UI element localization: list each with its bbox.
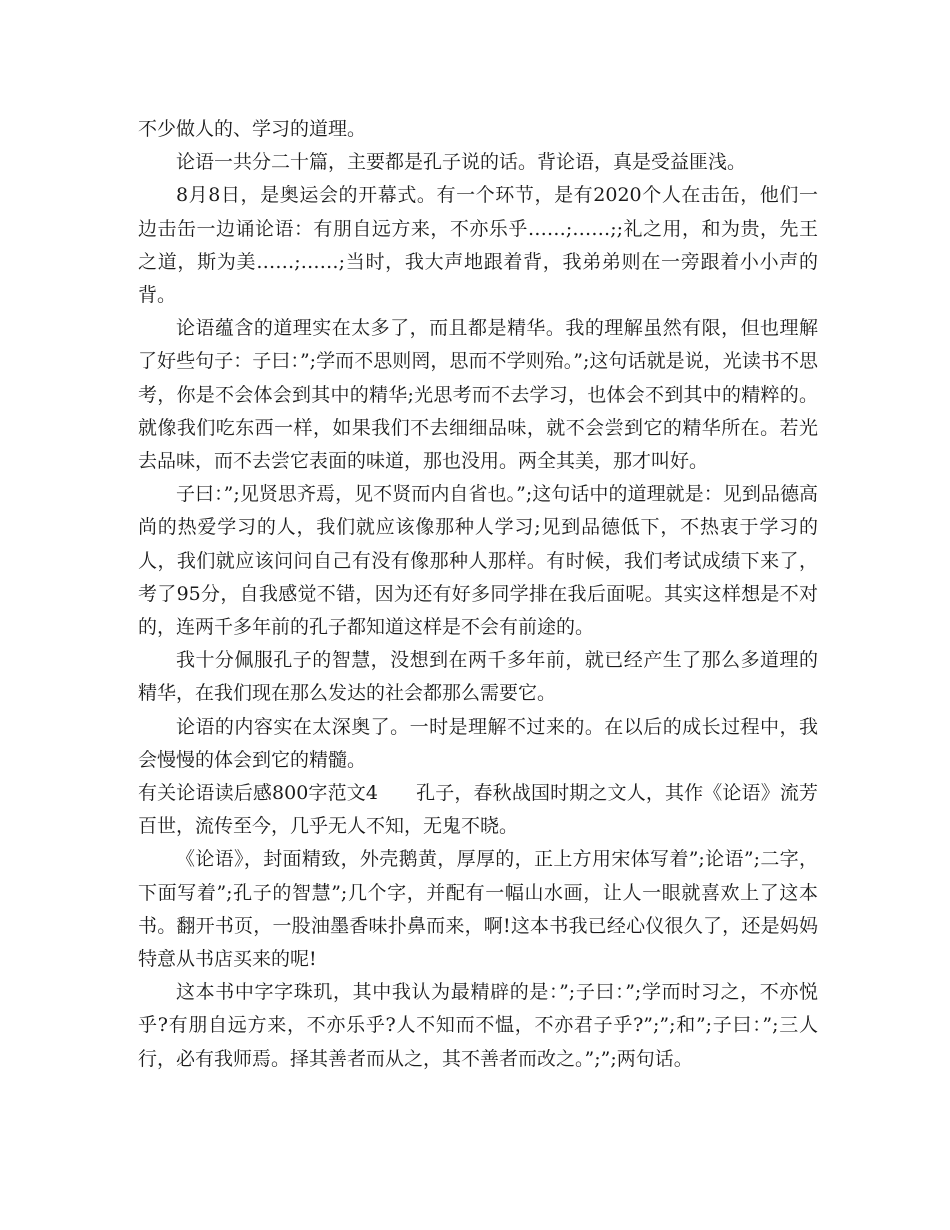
section-title: 有关论语读后感800字范文4 <box>138 782 378 805</box>
paragraph: 论语蕴含的道理实在太多了，而且都是精华。我的理解虽然有限，但也理解了好些句子：子曰：”;学而不思则罔，思而不学则殆。”;这句话就是说，光读书不思考，你是不会体会到其中的精华;光思考而不去学习，也体会不到其中的精粹的。就像我们吃东西一样，如果我们不去细细品味，就不会尝到它的精华所在。若光去品味，而不去尝它表面的味道，那也没用。两全其美，那才叫好。 <box>138 317 818 473</box>
paragraph: 论语一共分二十篇，主要都是孔子说的话。背论语，真是受益匪浅。 <box>176 151 747 174</box>
paragraph: 这本书中字字珠玑，其中我认为最精辟的是：”;子曰：”;学而时习之，不亦悦乎?有朋自远方来，不亦乐乎?人不知而不愠，不亦君子乎?”;”;和”;子曰：”;三人行，必有我师焉。择其善者而从之，其不善者而改之。”;”;两句话。 <box>138 981 818 1070</box>
paragraph: 孔子，春秋战国时期之文人，其作《论语》流芳百世，流传至今，几乎无人不知，无鬼不晓。 <box>138 782 818 838</box>
paragraph: 8月8日，是奥运会的开幕式。有一个环节，是有2020个人在击缶，他们一边击缶一边诵论语：有朋自远方来，不亦乐乎……;……;;礼之用，和为贵，先王之道，斯为美……;……;当时，我大声地跟着背，我弟弟则在一旁跟着小小声的背。 <box>138 184 818 307</box>
paragraph: 不少做人的、学习的道理。 <box>138 118 367 140</box>
paragraph: 《论语》，封面精致，外壳鹅黄，厚厚的，正上方用宋体写着”;论语”;二字，下面写着”;孔子的智慧”;几个字，并配有一幅山水画，让人一眼就喜欢上了这本书。翻开书页，一股油墨香味扑鼻而来，啊!这本书我已经心仪很久了，还是妈妈特意从书店买来的呢! <box>138 848 818 971</box>
paragraph: 论语的内容实在太深奥了。一时是理解不过来的。在以后的成长过程中，我会慢慢的体会到它的精髓。 <box>138 715 818 771</box>
section-title-line <box>138 777 818 843</box>
paragraph: 子曰：”;见贤思齐焉，见不贤而内自省也。”;这句话中的道理就是：见到品德高尚的热爱学习的人，我们就应该像那种人学习;见到品德低下，不热衷于学习的人，我们就应该问问自己有没有像那种人那样。有时候，我们考试成绩下来了，考了95分，自我感觉不错，因为还有好多同学排在我后面呢。其实这样想是不对的，连两千多年前的孔子都知道这样是不会有前途的。 <box>138 483 818 639</box>
paragraph: 我十分佩服孔子的智慧，没想到在两千多年前，就已经产生了那么多道理的精华，在我们现在那么发达的社会都那么需要它。 <box>138 649 818 705</box>
document-page <box>138 113 818 1076</box>
